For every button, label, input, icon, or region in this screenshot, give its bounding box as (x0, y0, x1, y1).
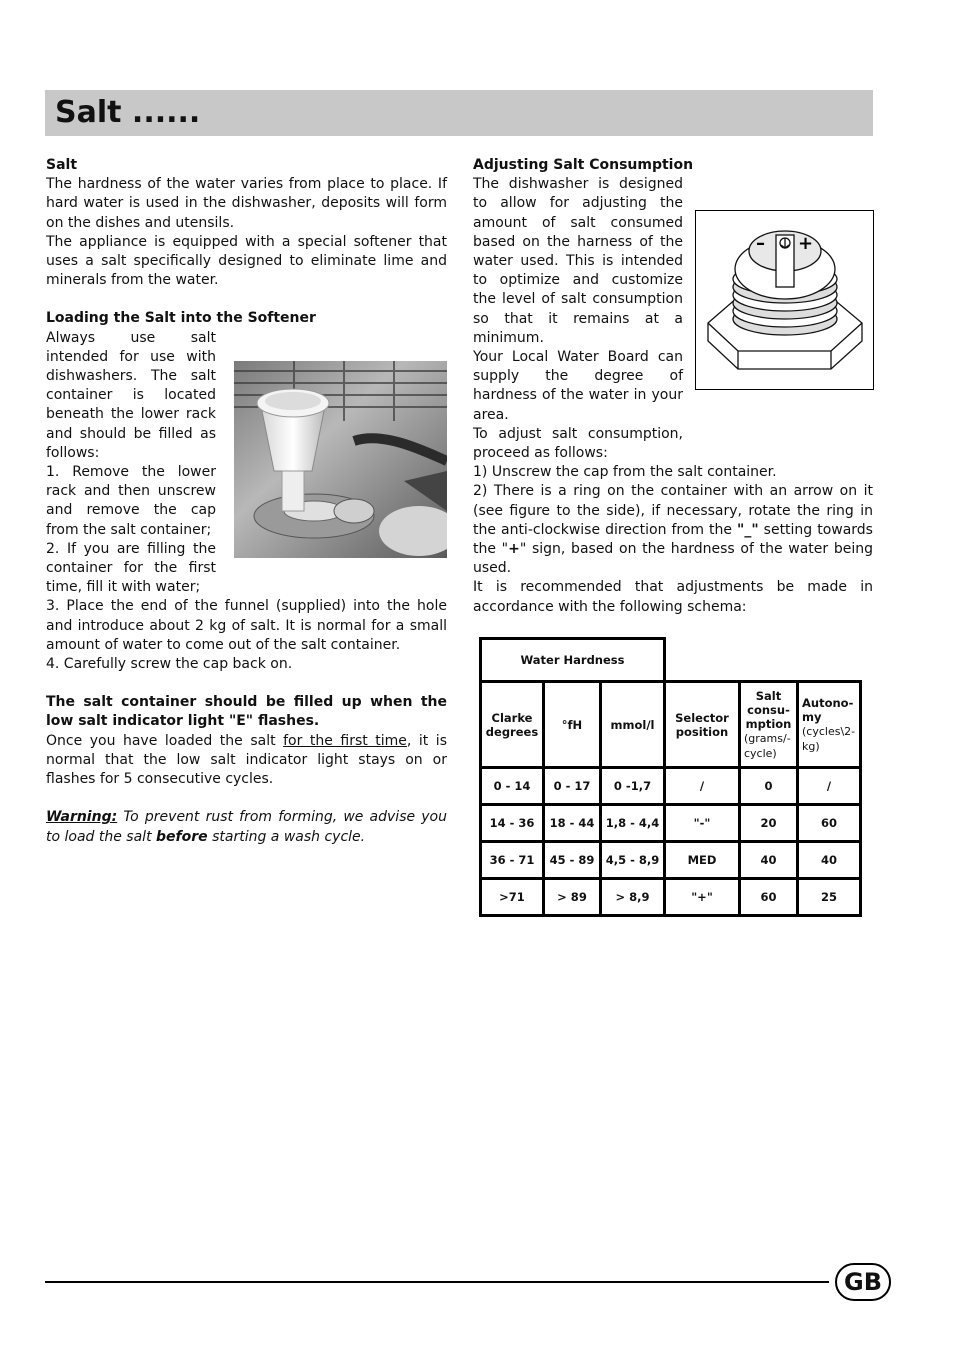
warning-label: Warning: (46, 809, 118, 826)
cell-fh: 18 - 44 (544, 805, 601, 842)
salt-paragraph-2: The appliance is equipped with a special softener that uses a salt specifically designed to eliminate lime and minerals from the water. (46, 233, 447, 289)
salt-heading: Salt (46, 157, 78, 173)
cell-selector: "+" (665, 879, 740, 916)
water-hardness-header: Water Hardness (481, 639, 665, 682)
header-salt: Salt consu-mption (grams/-cycle) (740, 682, 798, 768)
cell-selector: / (665, 768, 740, 805)
cell-clarke: >71 (481, 879, 544, 916)
cell-selector: "-" (665, 805, 740, 842)
cell-mmol: 4,5 - 8,9 (601, 842, 665, 879)
footer-rule (45, 1281, 829, 1283)
minus-setting: "_" (737, 521, 759, 538)
adjust-step-2: 2) There is a ring on the container with an arrow on it (see figure to the side), if necessary, rotate the ring in the anti-clockwise direction from the "_" setting towards the "+" sign, based on the hardness of the water being used. (473, 483, 873, 577)
table-row (481, 879, 861, 916)
header-autonomy: Autono-my (cycles\2-kg) (798, 682, 861, 768)
cell-mmol: 0 -1,7 (601, 768, 665, 805)
cell-mmol: > 8,9 (601, 879, 665, 916)
table-row (481, 842, 861, 879)
plus-sign: + (798, 233, 814, 254)
loading-step-4: 4. Carefully screw the cap back on. (46, 656, 293, 673)
adjust-paragraph-4: It is recommended that adjustments be made in accordance with the following schema: (473, 579, 873, 615)
loading-step-1: 1. Remove the lower rack and then unscrew and remove the cap from the salt container; (46, 464, 216, 538)
table-row (481, 768, 861, 805)
language-badge: GB (835, 1263, 891, 1301)
warning-bold: before (156, 828, 208, 845)
title-bar (45, 90, 873, 136)
salt-funnel-photo (234, 361, 447, 558)
minus-sign: – (756, 233, 765, 254)
page-title: Salt ...... (55, 95, 201, 130)
adjust-heading: Adjusting Salt Consumption (473, 157, 694, 173)
warning-note: Warning: To prevent rust from forming, we advise you to load the salt before starting a wash cycle. (46, 809, 447, 845)
header-fh: °fH (544, 682, 601, 768)
cell-clarke: 0 - 14 (481, 768, 544, 805)
salt-cap-diagram (695, 210, 874, 390)
cell-clarke: 14 - 36 (481, 805, 544, 842)
cell-fh: > 89 (544, 879, 601, 916)
adjust-paragraph-3: To adjust salt consumption, proceed as follows: (473, 425, 683, 462)
adjust-paragraph-1: The dishwasher is designed to allow for adjusting the amount of salt consumed based on the harness of the water used. This is intended to optimize and customize the level of salt consumption so that it remains at a minimum. (473, 176, 683, 346)
salt-paragraph-1: The hardness of the water varies from place to place. If hard water is used in the dishwasher, deposits will form on the dishes and utensils. (46, 176, 447, 231)
plus-setting: + (508, 541, 520, 558)
cell-salt: 40 (740, 842, 798, 879)
first-time-note: Once you have loaded the salt for the first time, it is normal that the low salt indicator light stays on or flashes for 5 consecutive cycles. (46, 732, 447, 788)
cell-selector: MED (665, 842, 740, 879)
header-selector: Selector position (665, 682, 740, 768)
loading-step-2: 2. If you are filling the container for the first time, fill it with water; (46, 540, 216, 596)
cell-salt: 0 (740, 768, 798, 805)
salt-cap-illustration (696, 211, 873, 389)
header-clarke: Clarke degrees (481, 682, 544, 768)
cell-salt: 20 (740, 805, 798, 842)
loading-intro: Always use salt intended for use with dishwashers. The salt container is located beneath the lower rack and should be filled as follows: (46, 329, 216, 461)
cell-autonomy: / (798, 768, 861, 805)
header-mmol: mmol/l (601, 682, 665, 768)
cell-clarke: 36 - 71 (481, 842, 544, 879)
cell-fh: 45 - 89 (544, 842, 601, 879)
loading-heading: Loading the Salt into the Softener (46, 310, 316, 327)
cell-salt: 60 (740, 879, 798, 916)
cell-autonomy: 60 (798, 805, 861, 842)
table-row (481, 805, 861, 842)
adjust-paragraph-2: Your Local Water Board can supply the degree of hardness of the water in your area. (473, 349, 683, 423)
salt-funnel-illustration (234, 361, 447, 558)
cell-autonomy: 25 (798, 879, 861, 916)
cell-autonomy: 40 (798, 842, 861, 879)
cell-mmol: 1,8 - 4,4 (601, 805, 665, 842)
fill-heading: The salt container should be filled up when the low salt indicator light "E" flashes. (46, 694, 447, 730)
cell-fh: 0 - 17 (544, 768, 601, 805)
first-time-underline: for the first time (283, 732, 407, 749)
adjust-step-1: 1) Unscrew the cap from the salt container. (473, 464, 777, 481)
water-hardness-table (479, 637, 862, 917)
loading-step-3: 3. Place the end of the funnel (supplied) into the hole and introduce about 2 kg of salt. It is normal for a small amount of water to come out of the salt container. (46, 598, 447, 653)
